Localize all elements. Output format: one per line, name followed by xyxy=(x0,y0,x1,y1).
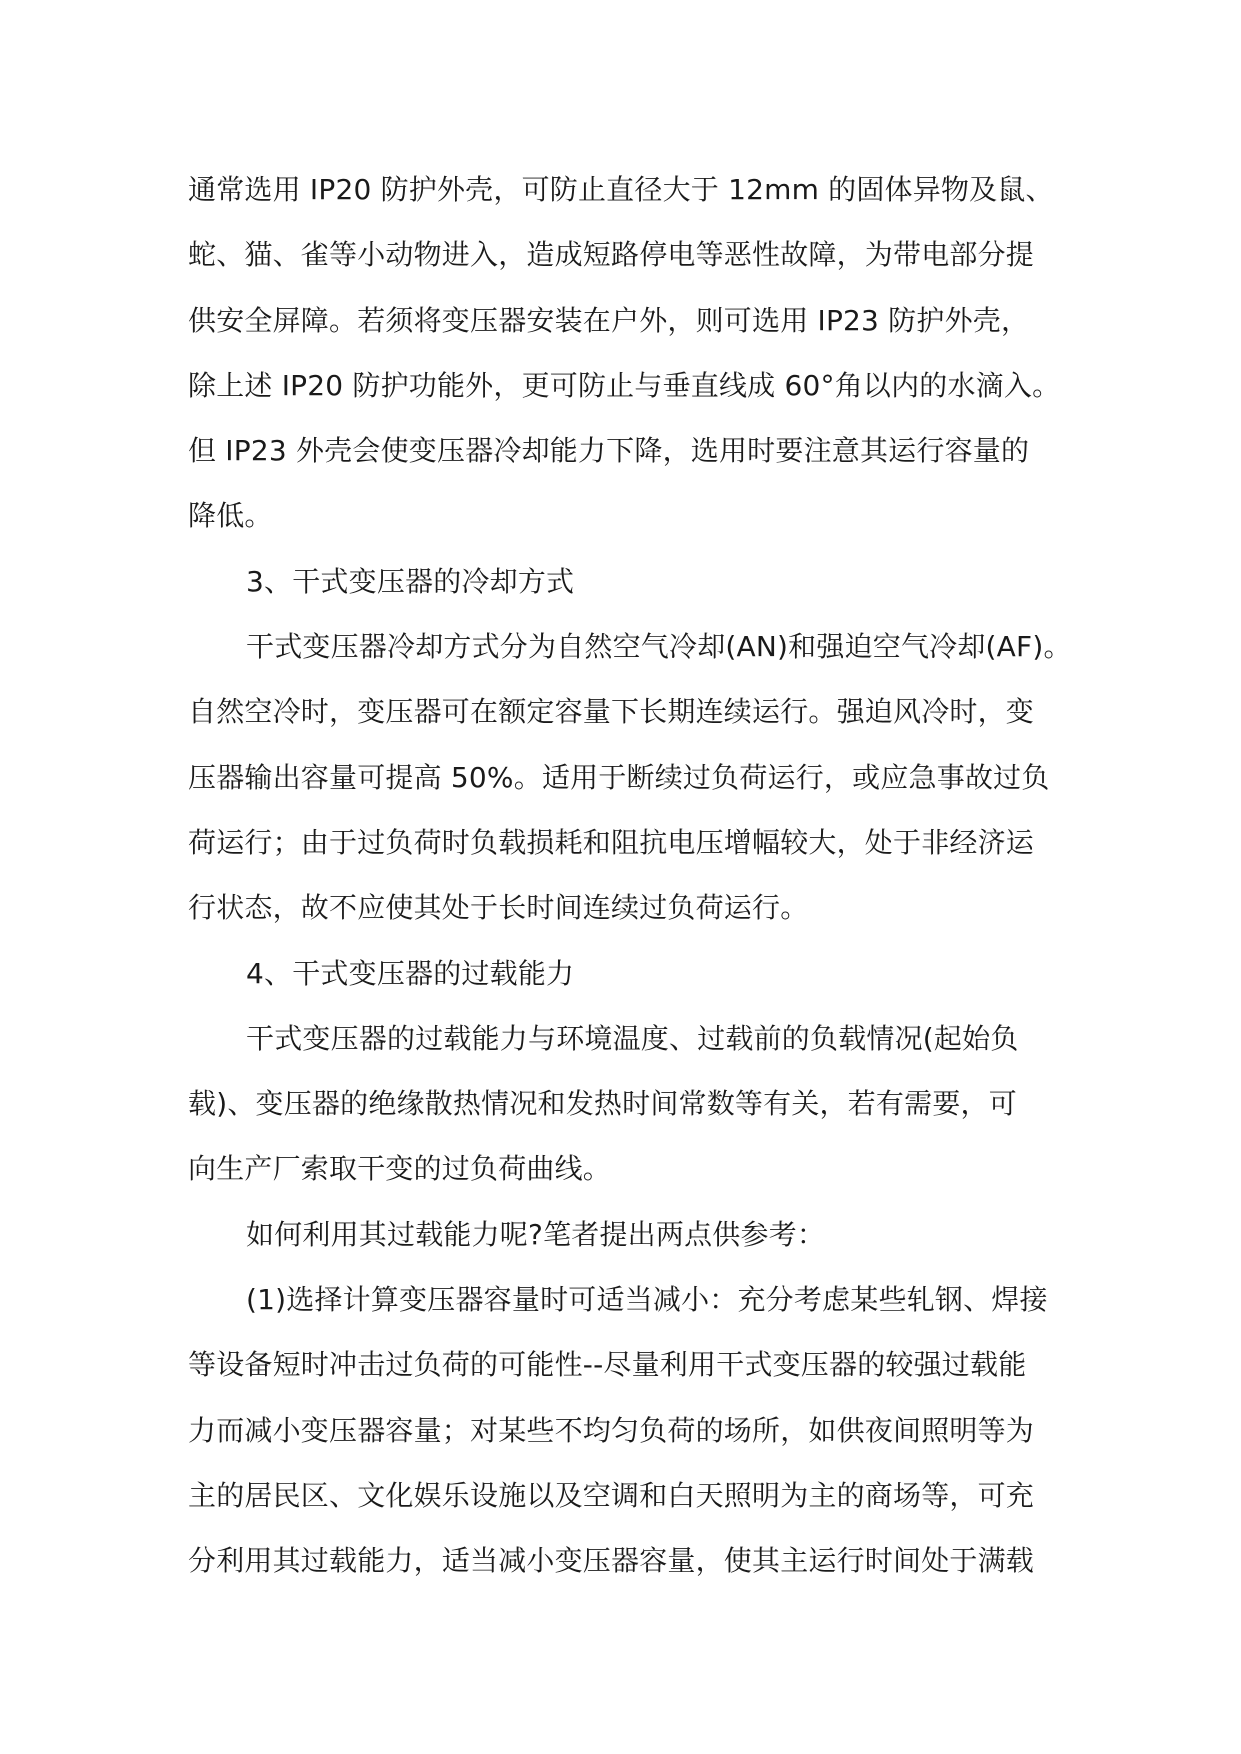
text-line: 蛇、猫、雀等小动物进入，造成短路停电等恶性故障，为带电部分提 xyxy=(188,238,1035,272)
text-line: 向生产厂索取干变的过负荷曲线。 xyxy=(188,1152,612,1186)
text-line: 降低。 xyxy=(188,499,273,533)
text-line: (1)选择计算变压器容量时可适当减小：充分考虑某些轧钢、焊接 xyxy=(246,1283,1048,1317)
heading-text: 4、干式变压器的过载能力 xyxy=(246,956,575,990)
paragraph xyxy=(188,1267,1068,1593)
text-line: 行状态，故不应使其处于长时间连续过负荷运行。 xyxy=(188,891,809,925)
paragraph xyxy=(188,1006,1068,1202)
text-line: 干式变压器的过载能力与环境温度、过载前的负载情况(起始负 xyxy=(246,1021,1019,1055)
text-line: 但 IP23 外壳会使变压器冷却能力下降，选用时要注意其运行容量的 xyxy=(188,434,1030,468)
paragraph xyxy=(188,614,1072,940)
text-line: 分利用其过载能力，适当减小变压器容量，使其主运行时间处于满载 xyxy=(188,1544,1035,1578)
text-line: 压器输出容量可提高 50%。适用于断续过负荷运行，或应急事故过负 xyxy=(188,760,1050,794)
text-line: 荷运行；由于过负荷时负载损耗和阻抗电压增幅较大，处于非经济运 xyxy=(188,825,1035,859)
text-line: 力而减小变压器容量；对某些不均匀负荷的场所，如供夜间照明等为 xyxy=(188,1413,1035,1447)
section-heading xyxy=(188,549,1068,614)
text-line: 除上述 IP20 防护功能外，更可防止与垂直线成 60°角以内的水滴入。 xyxy=(188,368,1061,402)
paragraph xyxy=(188,1202,1068,1267)
heading-text: 3、干式变压器的冷却方式 xyxy=(246,564,575,598)
document-body xyxy=(188,157,1072,1594)
text-line: 供安全屏障。若须将变压器安装在户外，则可选用 IP23 防护外壳， xyxy=(188,303,1030,337)
section-heading xyxy=(188,941,1068,1006)
paragraph xyxy=(188,157,1068,549)
text-line: 自然空冷时，变压器可在额定容量下长期连续运行。强迫风冷时，变 xyxy=(188,695,1035,729)
text-line: 载)、变压器的绝缘散热情况和发热时间常数等有关，若有需要，可 xyxy=(188,1087,1017,1121)
text-line: 主的居民区、文化娱乐设施以及空调和白天照明为主的商场等，可充 xyxy=(188,1478,1035,1512)
text-line: 通常选用 IP20 防护外壳，可防止直径大于 12mm 的固体异物及鼠、 xyxy=(188,173,1054,206)
text-line: 等设备短时冲击过负荷的可能性--尽量利用干式变压器的较强过载能 xyxy=(188,1348,1027,1382)
text-line: 如何利用其过载能力呢?笔者提出两点供参考： xyxy=(246,1217,826,1251)
text-line: 干式变压器冷却方式分为自然空气冷却(AN)和强迫空气冷却(AF)。 xyxy=(246,630,1072,664)
